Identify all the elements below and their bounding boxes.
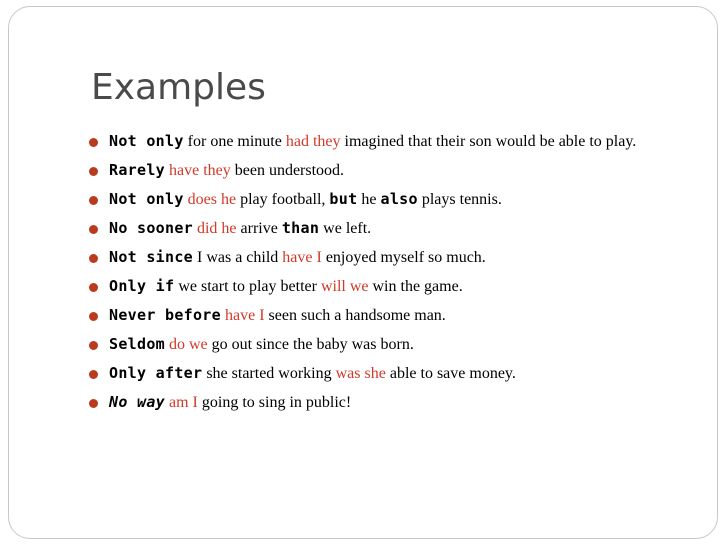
adverbial-keyword: Not since	[109, 248, 193, 266]
sentence-text: he	[357, 191, 381, 208]
bullet-dot-icon	[89, 167, 98, 176]
sentence-text: able to save money.	[385, 365, 516, 382]
adverbial-keyword: Only if	[109, 277, 175, 295]
bullet-dot-icon	[89, 341, 98, 350]
example-item	[87, 189, 697, 210]
slide-title: Examples	[91, 67, 266, 108]
example-item	[87, 363, 697, 384]
inverted-verb: have they	[169, 162, 231, 179]
bullet-dot-icon	[89, 225, 98, 234]
sentence-text: plays tennis.	[417, 191, 502, 208]
adverbial-keyword: Seldom	[109, 335, 165, 353]
sentence-text: we start to play better	[174, 278, 321, 295]
example-item	[87, 334, 697, 355]
sentence-text: I was a child	[192, 249, 283, 266]
example-item	[87, 247, 697, 268]
adverbial-keyword: but	[329, 190, 358, 208]
adverbial-keyword: Not only	[109, 190, 184, 208]
bullet-dot-icon	[89, 138, 98, 147]
example-item	[87, 131, 697, 152]
bullet-dot-icon	[89, 196, 98, 205]
inverted-verb: had they	[285, 133, 341, 150]
inverted-verb: do we	[169, 336, 208, 353]
bullet-dot-icon	[89, 399, 98, 408]
example-item	[87, 160, 697, 181]
slide-frame	[8, 6, 718, 539]
sentence-text: play football,	[236, 191, 330, 208]
inverted-verb: have I	[282, 249, 322, 266]
example-item	[87, 305, 697, 326]
sentence-text: arrive	[236, 220, 282, 237]
adverbial-keyword: No sooner	[109, 219, 193, 237]
sentence-text: going to sing in public!	[197, 394, 352, 411]
example-item	[87, 392, 697, 413]
example-item	[87, 276, 697, 297]
inverted-verb: have I	[224, 307, 265, 324]
bullet-dot-icon	[89, 254, 98, 263]
adverbial-keyword: Only after	[109, 364, 203, 382]
bullet-dot-icon	[89, 370, 98, 379]
adverbial-keyword: Rarely	[109, 161, 165, 179]
inverted-verb: did he	[196, 220, 237, 237]
adverbial-keyword: than	[281, 219, 320, 237]
sentence-text: seen such a handsome man.	[264, 307, 446, 324]
adverbial-keyword: No way	[109, 393, 165, 411]
inverted-verb: was she	[335, 365, 386, 382]
sentence-text: win the game.	[368, 278, 463, 295]
inverted-verb: am I	[169, 394, 198, 411]
example-list	[87, 131, 697, 421]
sentence-text: been understood.	[230, 162, 345, 179]
inverted-verb: does he	[187, 191, 237, 208]
adverbial-keyword: Not only	[109, 132, 184, 150]
inverted-verb: will we	[320, 278, 369, 295]
sentence-text: she started working	[202, 365, 336, 382]
adverbial-keyword: Never before	[109, 306, 221, 324]
adverbial-keyword: also	[380, 190, 418, 208]
sentence-text: for one minute	[183, 133, 286, 150]
bullet-dot-icon	[89, 312, 98, 321]
sentence-text: go out since the baby was born.	[207, 336, 414, 353]
sentence-text: enjoyed myself so much.	[321, 249, 486, 266]
sentence-text: imagined that their son would be able to play.	[340, 133, 637, 150]
bullet-dot-icon	[89, 283, 98, 292]
sentence-text: we left.	[319, 220, 372, 237]
example-item	[87, 218, 697, 239]
